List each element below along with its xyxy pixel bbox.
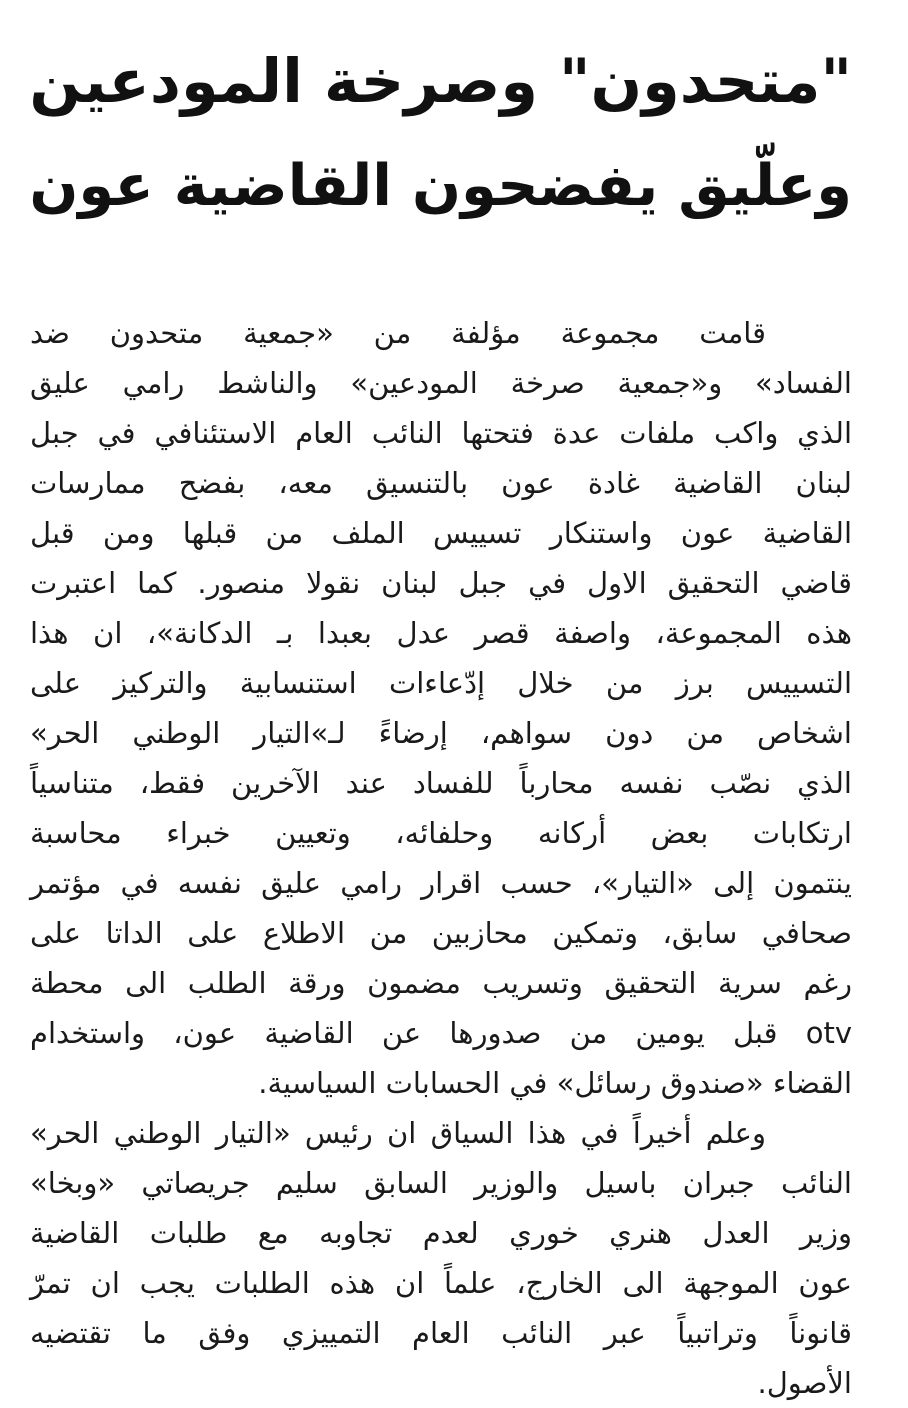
body-line: قامت مجموعة مؤلفة من «جمعية متحدون ضد <box>30 316 766 350</box>
body-line: عون الموجهة الى الخارج، علماً ان هذه الطلبات يجب ان تمرّ <box>30 1266 852 1300</box>
body-line: صحافي سابق، وتمكين محازبين من الاطلاع على الداتا على <box>30 916 852 950</box>
body-line: الفساد» و«جمعية صرخة المودعين» والناشط رامي عليق <box>30 366 852 400</box>
body-line: اشخاص من دون سواهم، إرضاءً لـ»التيار الوطني الحر» <box>30 716 852 750</box>
body-line: القاضية عون واستنكار تسييس الملف من قبلها ومن قبل <box>30 516 852 550</box>
body-line: ارتكابات بعض أركانه وحلفائه، وتعيين خبراء محاسبة <box>30 816 852 850</box>
body-line: النائب جبران باسيل والوزير السابق سليم جريصاتي «وبخا» <box>30 1166 852 1200</box>
body-line: وعلم أخيراً في هذا السياق ان رئيس «التيار الوطني الحر» <box>30 1116 766 1150</box>
headline-line-2: وعلّيق يفضحون القاضية عون <box>29 152 852 219</box>
body-line: قاضي التحقيق الاول في جبل لبنان نقولا منصور. كما اعتبرت <box>30 566 852 600</box>
body-line: الذي نصّب نفسه محارباً للفساد عند الآخرين فقط، متناسياً <box>30 766 852 800</box>
article-body <box>30 308 852 1408</box>
body-line: وزير العدل هنري خوري لعدم تجاوبه مع طلبات القاضية <box>30 1216 852 1250</box>
body-line: هذه المجموعة، واصفة قصر عدل بعبدا بـ الدكانة»، ان هذا <box>30 616 852 650</box>
headline-line-1: "متحدون" وصرخة المودعين <box>29 47 852 117</box>
body-line: التسييس برز من خلال إدّعاءات استنسابية والتركيز على <box>30 666 852 700</box>
body-line: otv قبل يومين من صدورها عن القاضية عون، واستخدام <box>30 1016 852 1050</box>
body-line: الذي واكب ملفات عدة فتحتها النائب العام الاستئنافي في جبل <box>30 416 852 450</box>
article <box>30 30 852 1408</box>
headline <box>30 30 852 238</box>
body-line: القضاء «صندوق رسائل» في الحسابات السياسية. <box>258 1066 852 1100</box>
body-line: قانوناً وتراتبياً عبر النائب العام التمييزي وفق ما تقتضيه <box>30 1316 852 1350</box>
body-line: لبنان القاضية غادة عون بالتنسيق معه، بفضح ممارسات <box>30 466 852 500</box>
body-line: ينتمون إلى «التيار»، حسب اقرار رامي عليق نفسه في مؤتمر <box>30 866 852 900</box>
body-line: رغم سرية التحقيق وتسريب مضمون ورقة الطلب الى محطة <box>30 966 852 1000</box>
paragraph-1 <box>30 308 852 1108</box>
paragraph-2 <box>30 1108 852 1408</box>
body-line: الأصول. <box>757 1366 852 1400</box>
